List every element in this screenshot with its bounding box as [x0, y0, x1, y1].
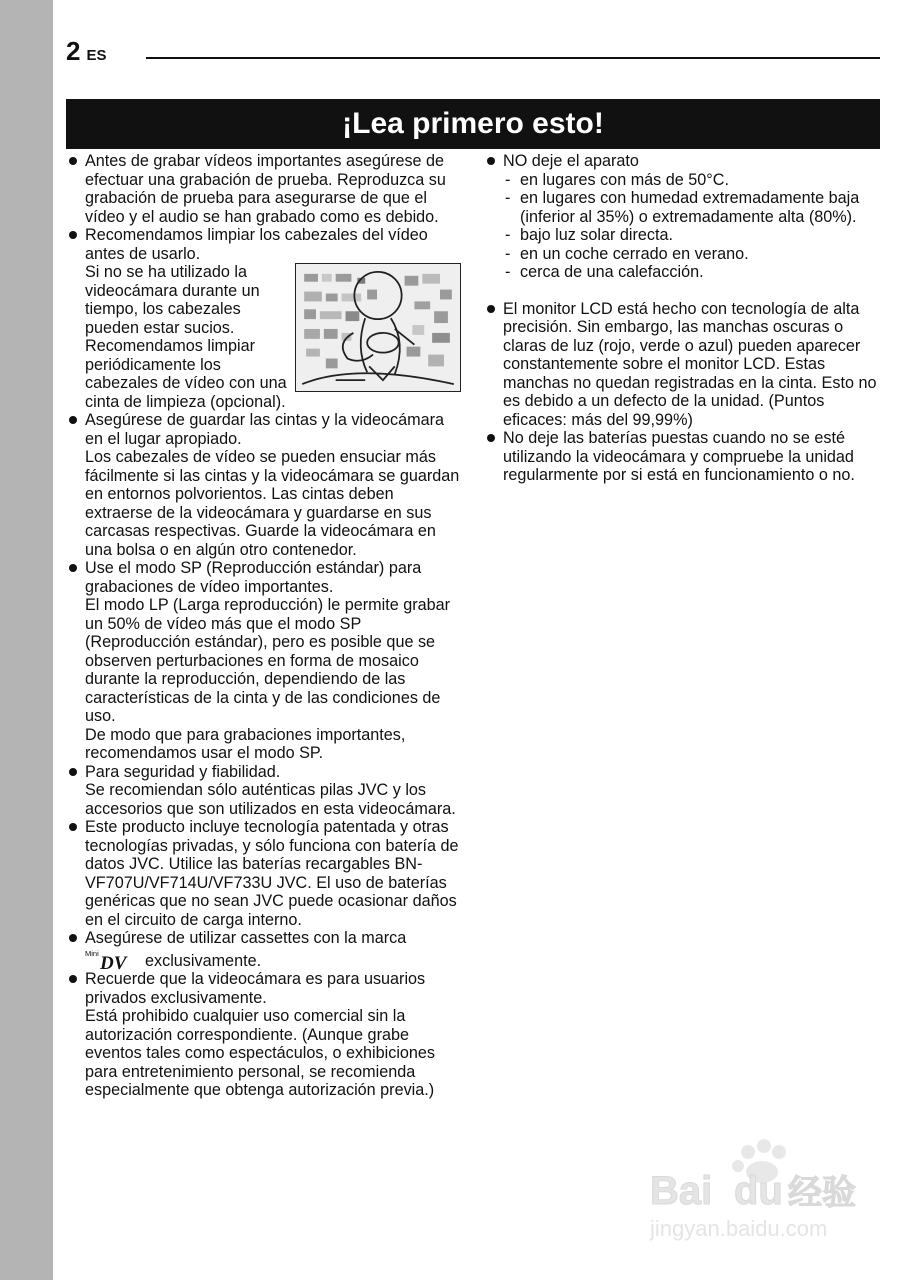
list-item-text: Se recomiendan sólo auténticas pilas JVC y los accesorios que son utilizados en esta videocámara. — [85, 781, 456, 818]
svg-text:DV: DV — [100, 952, 127, 970]
list-item-text: De modo que para grabaciones importantes, recomendamos usar el modo SP. — [85, 725, 406, 762]
svg-text:经验: 经验 — [788, 1173, 856, 1213]
list-item — [66, 818, 464, 929]
page-number-value: 2 — [66, 36, 81, 66]
list-item-text: NO deje el aparato — [503, 152, 639, 170]
condition-item: - bajo luz solar directa. — [503, 226, 884, 245]
list-item — [66, 411, 464, 559]
list-item-text: Asegúrese de guardar las cintas y la videocámara en el lugar apropiado. — [85, 411, 445, 448]
list-item-text: Recuerde que la videocámara es para usuarios privados exclusivamente. — [85, 970, 426, 1007]
list-item — [484, 300, 884, 430]
list-item-text: Los cabezales de vídeo se pueden ensuciar más fácilmente si las cintas y la videocámara se guardan en entornos polvorientos. Las cintas deben extraerse de la videocámara y guardarse en sus carcasas respectivas. Guarde la videocámara en una bolsa o en algún otro contenedor. — [85, 448, 460, 559]
list-item-text: Antes de grabar vídeos importantes asegúrese de efectuar una grabación de prueba. Reproduzca su grabación de prueba para asegurarse de que el vídeo y el audio se han grabado como es debido. — [85, 152, 446, 226]
side-margin-strip — [0, 0, 53, 1280]
svg-text:Bai: Bai — [650, 1169, 713, 1213]
paw-logo-icon — [648, 1138, 864, 1246]
list-item-text: Para seguridad y fiabilidad. — [85, 762, 281, 781]
list-item — [66, 226, 464, 411]
list-item-text: No deje las baterías puestas cuando no se esté utilizando la videocámara y compruebe la unidad regularmente por si está en funcionamiento o no. — [503, 429, 855, 484]
list-item-text: exclusivamente. — [145, 951, 262, 970]
list-item-text: Use el modo SP (Reproducción estándar) para grabaciones de vídeo importantes. — [85, 559, 422, 596]
baidu-jingyan-watermark — [648, 1138, 864, 1246]
condition-item: - cerca de una calefacción. — [503, 263, 884, 282]
list-item-text: Asegúrese de utilizar cassettes con la marca — [85, 929, 407, 947]
head-cleaning-illustration — [295, 263, 461, 392]
svg-text:Mini: Mini — [85, 948, 99, 958]
list-item — [66, 970, 464, 1100]
list-item — [484, 152, 884, 282]
svg-text:du: du — [734, 1169, 783, 1213]
list-item-text: El modo LP (Larga reproducción) le permite grabar un 50% de vídeo más que el modo SP (Reproducción estándar), pero es posible que se observen perturbaciones en forma de mosaico durante la reproducción, dependiendo de las características de la cinta y de las condiciones de uso. — [85, 596, 451, 725]
list-item-text: Este producto incluye tecnología patentada y otras tecnologías privadas, y sólo funciona con batería de datos JVC. Utilice las baterías recargables BN-VF707U/VF714U/VF733U JVC. El uso de baterías genéricas que no sean JVC puede ocasionar daños en el circuito de carga interno. — [85, 818, 459, 929]
list-item — [66, 152, 464, 226]
condition-list — [503, 171, 884, 282]
mini-dv-logo-icon — [85, 948, 131, 970]
list-item-text: El monitor LCD está hecho con tecnología de alta precisión. Sin embargo, las manchas oscuras o claras de luz (rojo, verde o azul) pueden aparecer constantemente sobre el monitor LCD. Estas manchas no quedan registradas en la cinta. Esto no es debido a un defecto de la unidad. (Puntos eficaces: más del 99,99%) — [503, 299, 877, 429]
list-item — [66, 763, 464, 819]
list-item — [484, 429, 884, 485]
cleaning-illustration-icon — [296, 264, 460, 391]
left-column — [66, 152, 464, 1100]
list-item-text: Está prohibido cualquier uso comercial sin la autorización correspondiente. (Aunque grabe eventos tales como espectáculos, o exhibiciones para entretenimiento personal, se recomienda especialmente que obtenga autorización previa.) — [85, 1007, 436, 1099]
list-item-text: Si no se ha utilizado la videocámara durante un tiempo, los cabezales pueden estar sucios. Recomendamos limpiar periódicamente los cabezales de vídeo con una cinta de limpieza (opcional). — [85, 263, 287, 411]
list-item-text: Recomendamos limpiar los cabezales del vídeo antes de usarlo. — [85, 226, 428, 263]
list-item — [66, 929, 464, 970]
condition-item: - en lugares con humedad extremadamente baja (inferior al 35%) o extremadamente alta (80%). — [503, 189, 884, 226]
list-item-text — [85, 948, 464, 971]
right-column — [484, 152, 884, 485]
condition-item: - en lugares con más de 50°C. — [503, 171, 884, 190]
list-item — [66, 559, 464, 763]
condition-item: - en un coche cerrado en verano. — [503, 245, 884, 264]
header-rule — [146, 57, 880, 59]
page-title: ¡Lea primero esto! — [66, 99, 880, 149]
page-number — [66, 36, 106, 71]
svg-text:jingyan.baidu.com: jingyan.baidu.com — [650, 1216, 828, 1241]
language-code: ES — [86, 47, 107, 64]
